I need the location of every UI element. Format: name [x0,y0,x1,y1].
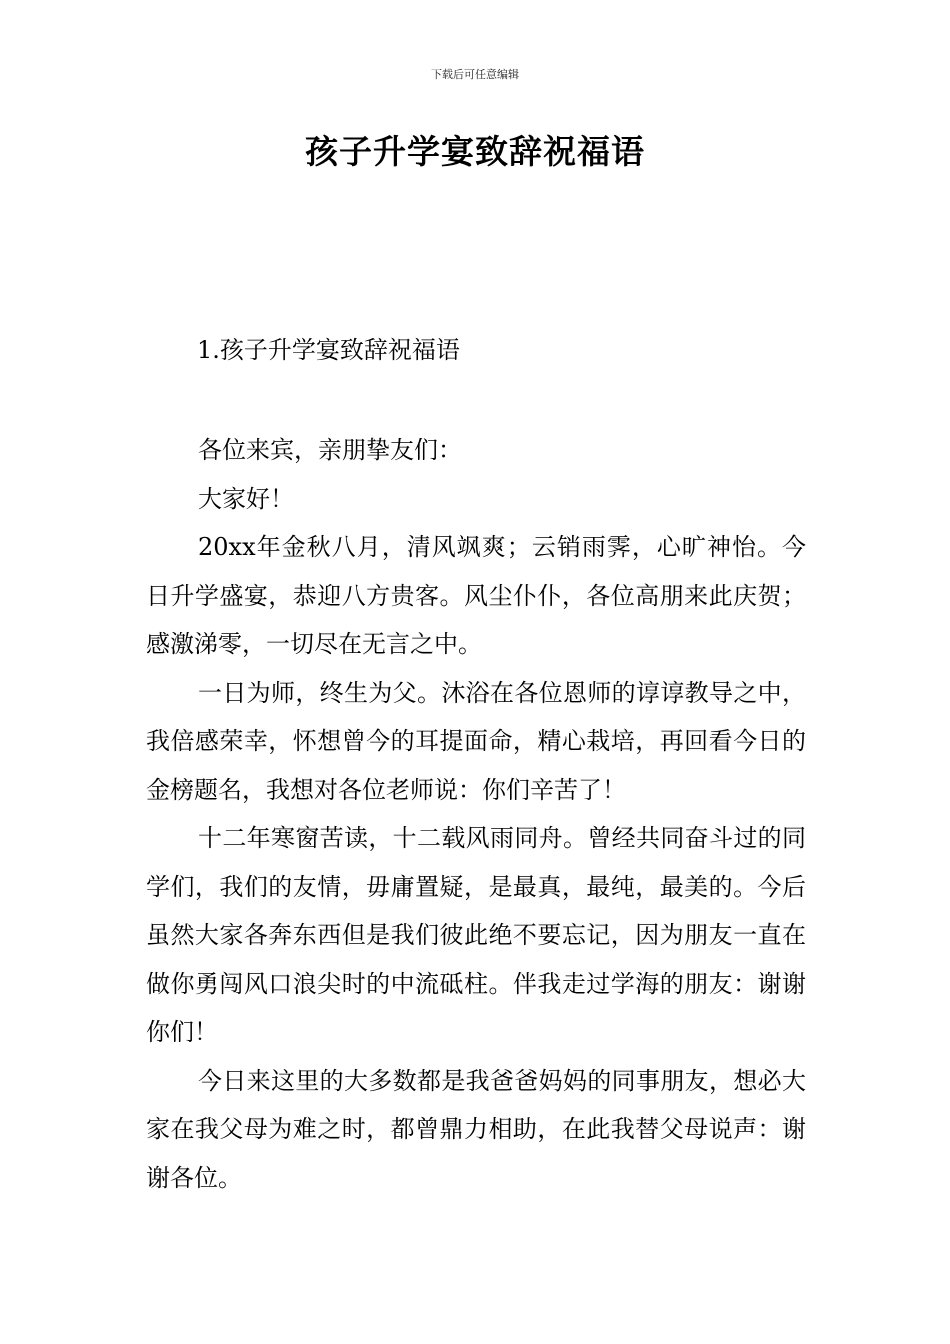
paragraph-greeting: 大家好！ [198,484,294,513]
paragraph-classmates: 十二年寒窗苦读，十二载风雨同舟。曾经共同奋斗过的同学们，我们的友情，毋庸置疑，是最真，最纯，最美的。今后虽然大家各奔东西但是我们彼此绝不要忘记，因为朋友一直在做你勇闯风口浪尖时的中流砥柱。伴我走过学海的朋友：谢谢你们！ [146,824,806,1046]
paragraph-teachers: 一日为师，终生为父。沐浴在各位恩师的谆谆教导之中，我倍感荣幸，怀想曾今的耳提面命，精心栽培，再回看今日的金榜题名，我想对各位老师说：你们辛苦了！ [146,678,806,804]
page-title: 孩子升学宴致辞祝福语 [305,132,645,171]
document-body [146,426,806,1202]
header-note: 下载后可任意编辑 [431,68,519,81]
section-heading: 1.孩子升学宴致辞祝福语 [197,336,460,364]
paragraph-opening: 20xx年金秋八月，清风飒爽；云销雨霁，心旷神怡。今日升学盛宴，恭迎八方贵客。风尘仆仆，各位高朋来此庆贺；感激涕零，一切尽在无言之中。 [146,533,806,658]
paragraph-guests: 今日来这里的大多数都是我爸爸妈妈的同事朋友，想必大家在我父母为难之时，都曾鼎力相助，在此我替父母说声：谢谢各位。 [146,1066,806,1192]
paragraph-greeting-address: 各位来宾，亲朋挚友们： [198,436,462,464]
